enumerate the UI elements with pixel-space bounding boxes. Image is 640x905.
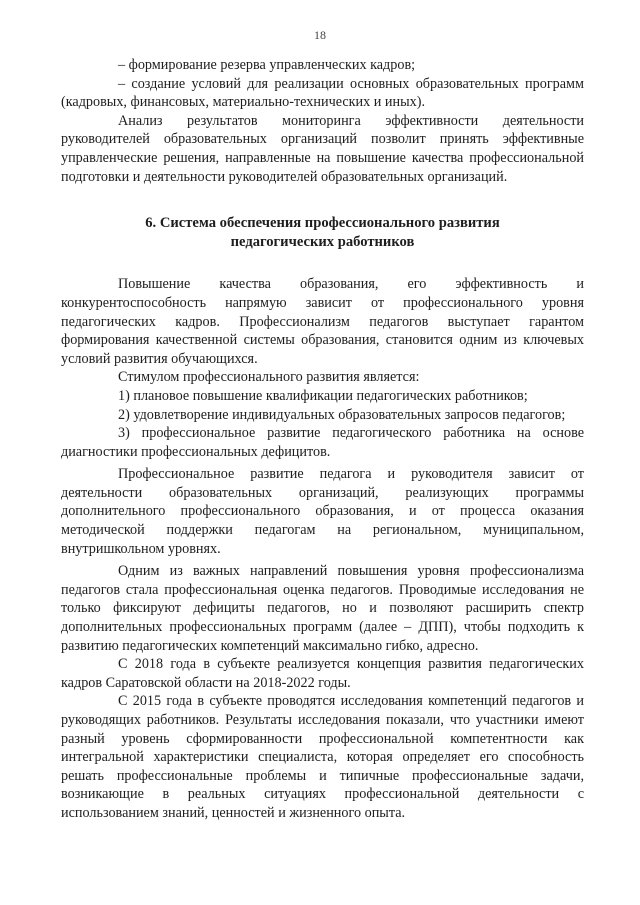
paragraph: Одним из важных направлений повышения уровня профессионализма педагогов стала профессиональная оценка педагогов. Проводимые исследования не только фиксируют дефициты педагогов, но и позволяют расширить спектр дополнительных профессиональных программ (далее – ДПП), чтобы подходить к развитию педагогических компетенций максимально гибко, адресно. bbox=[61, 563, 584, 654]
intro-list-item: – создание условий для реализации основных образовательных программ (кадровых, финансовых, материально-технических и иных). bbox=[61, 75, 584, 111]
page-number: 18 bbox=[314, 28, 326, 42]
list-item: 3) профессиональное развитие педагогического работника на основе диагностики профессиональных дефицитов. bbox=[61, 425, 584, 460]
list-item: 2) удовлетворение индивидуальных образовательных запросов педагогов; bbox=[118, 406, 566, 423]
intro-list-item: – формирование резерва управленческих кадров; bbox=[118, 57, 416, 73]
section-heading bbox=[61, 214, 584, 251]
section-heading-line: 6. Система обеспечения профессионального развития bbox=[145, 215, 500, 232]
section-heading-line: педагогических работников bbox=[230, 233, 415, 250]
paragraph: С 2015 года в субъекте проводятся исследования компетенций педагогов и руководящих работников. Результаты исследования показали, что участники имеют разный уровень сформированности профессиональной компетентности как интегральной характеристики специалиста, которая определяет его способность решать профессиональные проблемы и типичные профессиональные задачи, возникающие в реальных ситуациях профессиональной деятельности с использованием знаний, ценностей и жизненного опыта. bbox=[61, 693, 584, 821]
page-body bbox=[61, 56, 584, 823]
paragraph: Повышение качества образования, его эффективность и конкурентоспособность напрямую зависит от профессионального уровня педагогических кадров. Профессионализм педагогов выступает гарантом формирования качественной системы образования, становится одним из ключевых условий развития обучающихся. bbox=[61, 276, 584, 367]
intro-paragraph: Анализ результатов мониторинга эффективности деятельности руководителей образовательных организаций позволит принять эффективные управленческие решения, направленные на повышение качества профессиональной подготовки и деятельности руководителей образовательных организаций. bbox=[61, 112, 584, 185]
paragraph: Профессиональное развитие педагога и руководителя зависит от деятельности образовательных организаций, реализующих программы дополнительного профессионального образования, и от процесса оказания методической поддержки педагогам на региональном, муниципальном, внутришкольном уровнях. bbox=[61, 466, 584, 557]
list-item: 1) плановое повышение квалификации педагогических работников; bbox=[118, 387, 528, 404]
paragraph: С 2018 года в субъекте реализуется концепция развития педагогических кадров Саратовской области на 2018-2022 годы. bbox=[61, 656, 584, 691]
paragraph: Стимулом профессионального развития является: bbox=[118, 369, 420, 386]
